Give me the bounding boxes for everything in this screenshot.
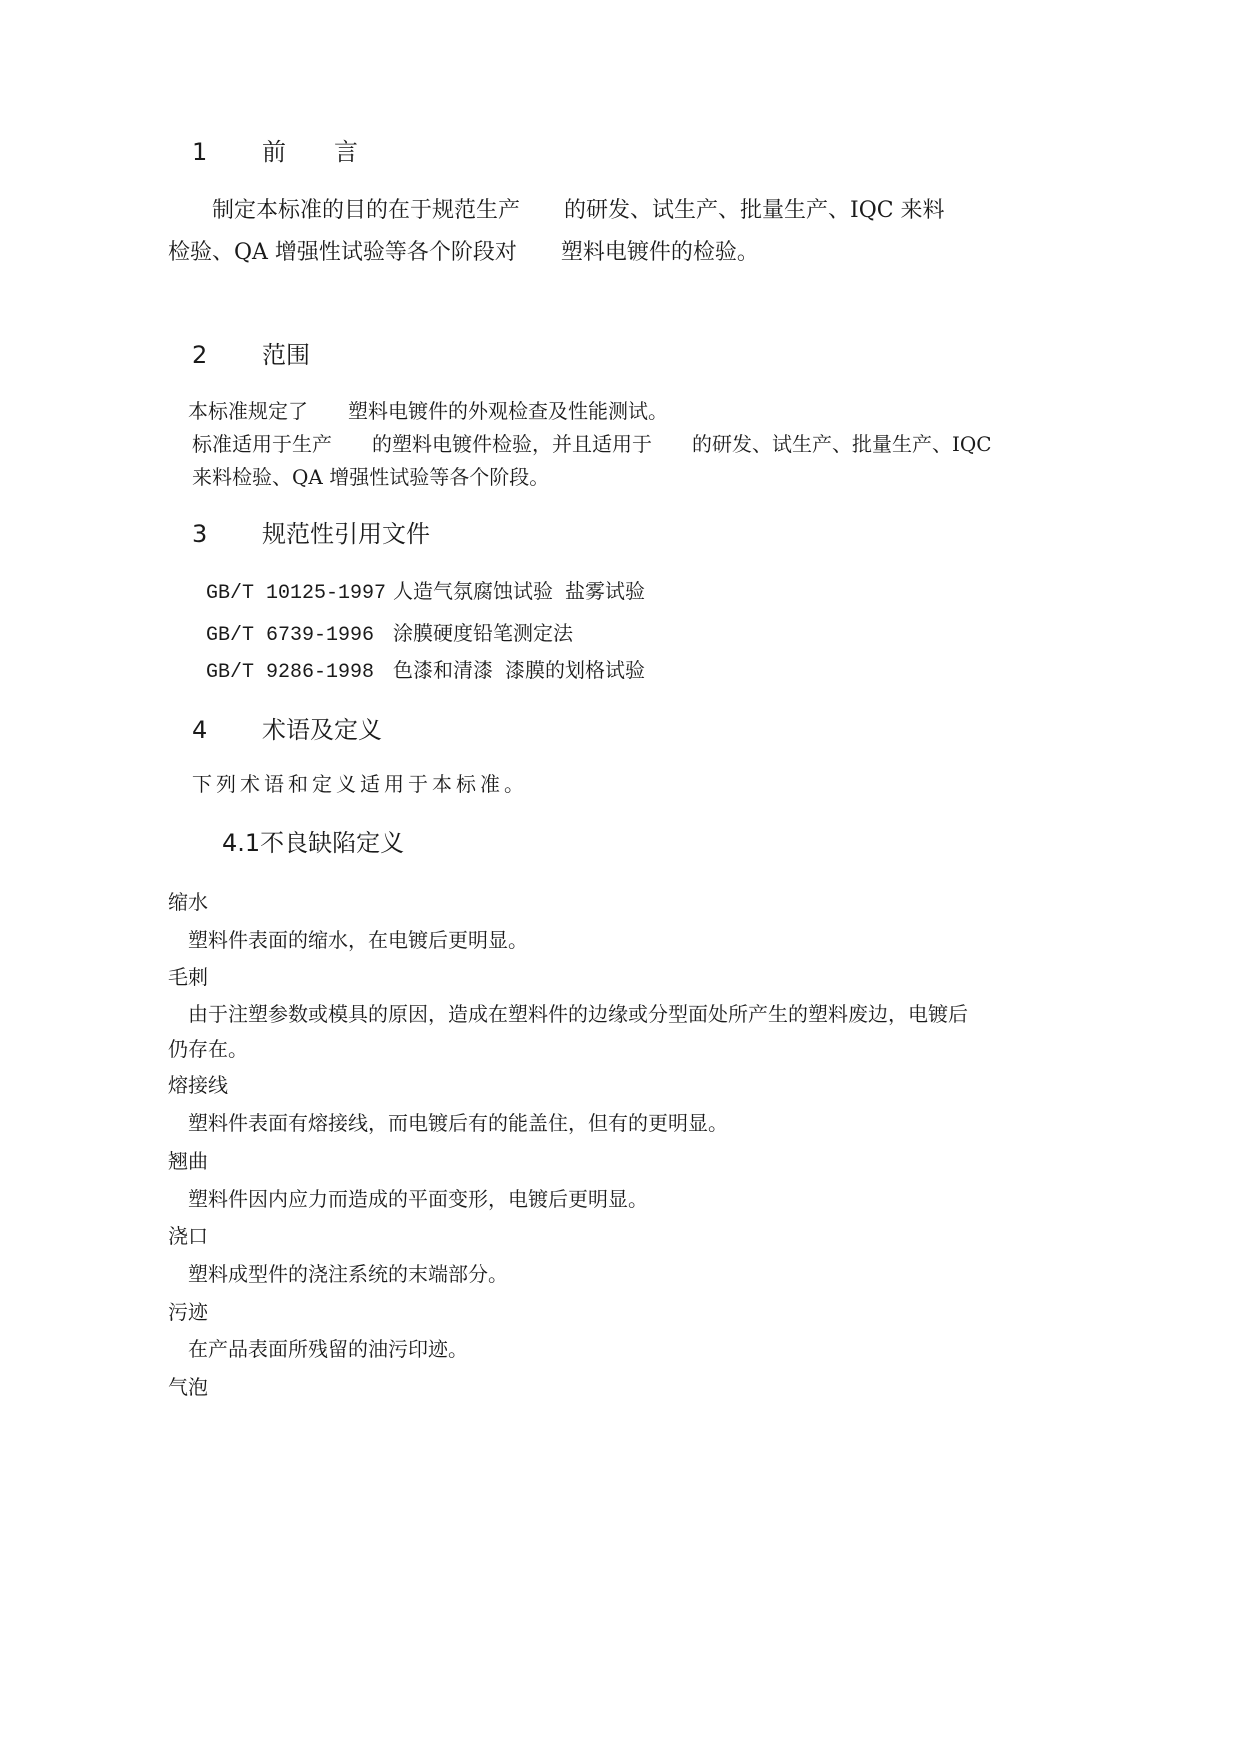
reference-name: 色漆和清漆 漆膜的划格试验 bbox=[393, 661, 646, 684]
defect-term: 毛刺 bbox=[168, 965, 208, 989]
section-title: 术语及定义 bbox=[262, 716, 382, 744]
preface-paragraph-line-2: 检验、QA 增强性试验等各个阶段对 塑料电镀件的检验。 bbox=[168, 240, 759, 265]
reference-name: 涂膜硬度铅笔测定法 bbox=[393, 624, 573, 647]
reference-name: 人造气氛腐蚀试验 盐雾试验 bbox=[393, 582, 646, 605]
defect-term: 缩水 bbox=[168, 890, 208, 914]
defect-description: 在产品表面所残留的油污印迹。 bbox=[188, 1337, 468, 1361]
defect-term: 污迹 bbox=[168, 1300, 208, 1324]
section-4-heading bbox=[192, 716, 382, 745]
defect-term: 熔接线 bbox=[168, 1073, 228, 1097]
reference-item bbox=[206, 624, 573, 648]
defect-term: 气泡 bbox=[168, 1375, 208, 1399]
reference-code: GB/T 9286-1998 bbox=[206, 661, 375, 684]
section-number: 1 bbox=[192, 138, 208, 166]
section-number: 3 bbox=[192, 520, 208, 548]
scope-line-1: 本标准规定了 塑料电镀件的外观检查及性能测试。 bbox=[188, 399, 668, 423]
section-2-heading bbox=[192, 341, 310, 370]
scope-line-3: 来料检验、QA 增强性试验等各个阶段。 bbox=[192, 465, 550, 489]
reference-code: GB/T 10125-1997 bbox=[206, 582, 387, 605]
section-1-heading bbox=[192, 138, 358, 167]
scope-line-2: 标准适用于生产 的塑料电镀件检验，并且适用于 的研发、试生产、批量生产、IQC bbox=[192, 432, 992, 456]
defect-term: 浇口 bbox=[168, 1224, 208, 1248]
preface-paragraph-line-1: 制定本标准的目的在于规范生产 的研发、试生产、批量生产、IQC 来料 bbox=[212, 198, 945, 223]
defect-description: 塑料件因内应力而造成的平面变形，电镀后更明显。 bbox=[188, 1187, 648, 1211]
defect-description: 由于注塑参数或模具的原因，造成在塑料件的边缘或分型面处所产生的塑料废边，电镀后 bbox=[188, 1002, 968, 1026]
terms-intro: 下列术语和定义适用于本标准。 bbox=[192, 772, 528, 796]
section-number: 2 bbox=[192, 341, 208, 369]
section-title: 规范性引用文件 bbox=[262, 520, 430, 548]
section-title: 前 言 bbox=[262, 138, 358, 166]
reference-item bbox=[206, 661, 645, 685]
section-number: 4 bbox=[192, 716, 208, 744]
reference-code: GB/T 6739-1996 bbox=[206, 624, 375, 647]
section-title: 范围 bbox=[262, 341, 310, 369]
subsection-4-1-heading: 4.1不良缺陷定义 bbox=[222, 829, 405, 857]
defect-description-continued: 仍存在。 bbox=[168, 1037, 248, 1061]
reference-item bbox=[206, 582, 645, 606]
defect-description: 塑料件表面有熔接线，而电镀后有的能盖住，但有的更明显。 bbox=[188, 1111, 728, 1135]
section-3-heading bbox=[192, 520, 430, 549]
defect-description: 塑料成型件的浇注系统的末端部分。 bbox=[188, 1262, 508, 1286]
defect-description: 塑料件表面的缩水，在电镀后更明显。 bbox=[188, 928, 528, 952]
defect-term: 翘曲 bbox=[168, 1149, 208, 1173]
